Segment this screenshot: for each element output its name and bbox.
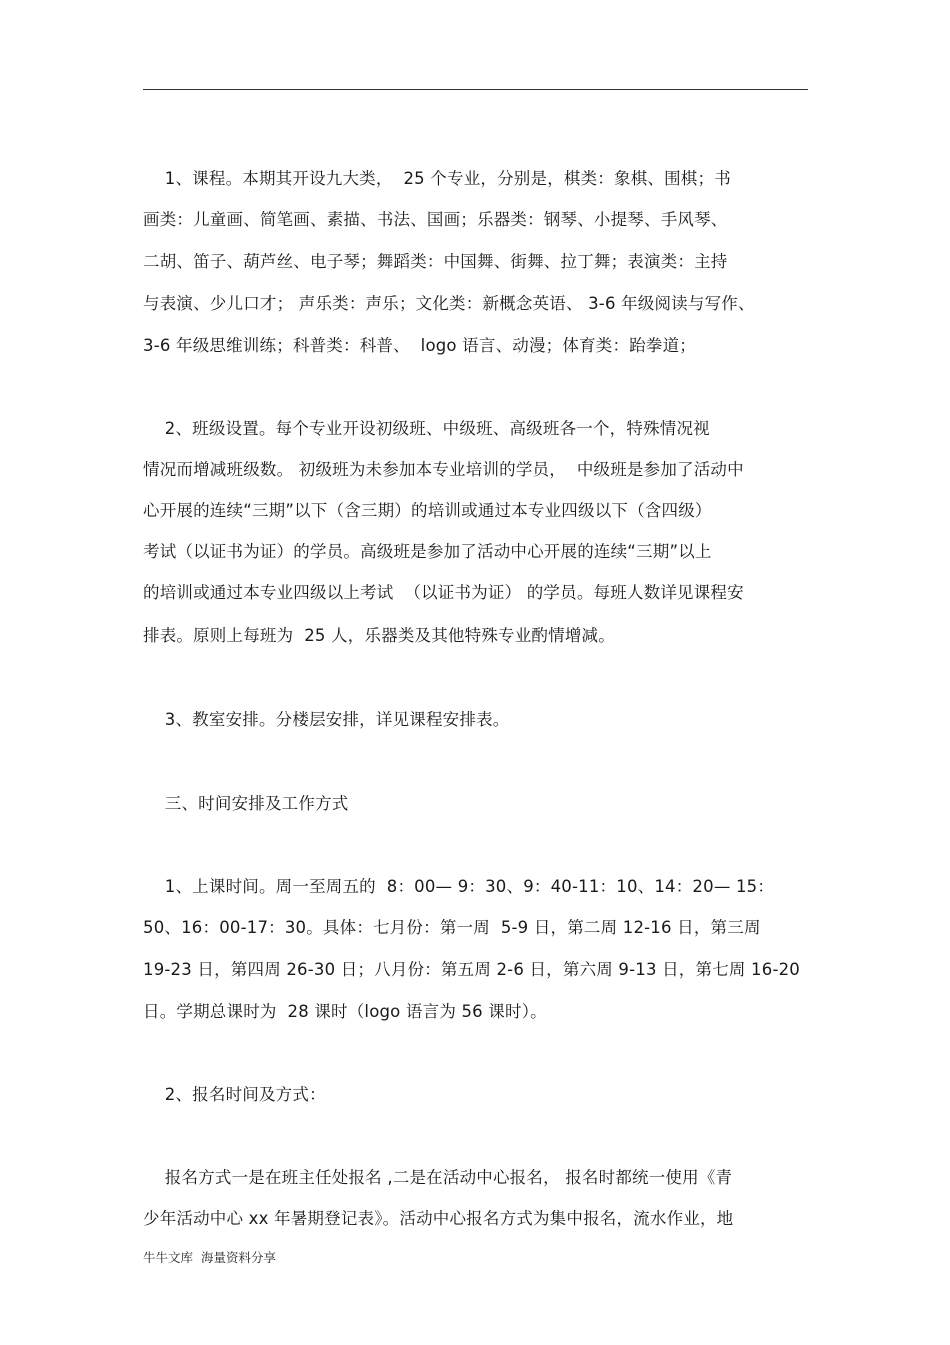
class-setup-line-5: 的培训或通过本专业四级以上考试 （以证书为证） 的学员。每班人数详见课程安 [143,583,744,602]
class-time-line-4: 日。学期总课时为 28 课时（logo 语言为 56 课时）。 [143,1002,547,1021]
course-line-4: 与表演、少儿口才； 声乐类：声乐；文化类：新概念英语、 3-6 年级阅读与写作、 [143,294,755,313]
course-line-5: 3-6 年级思维训练；科普类：科普、 logo 语言、动漫；体育类：跆拳道； [143,336,696,355]
class-setup-line-2: 情况而增减班级数。 初级班为未参加本专业培训的学员， 中级班是参加了活动中 [143,460,744,479]
class-setup-line-4: 考试（以证书为证）的学员。高级班是参加了活动中心开展的连续“三期”以上 [143,542,712,561]
class-setup-line-1: 2、班级设置。每个专业开设初级班、中级班、高级班各一个，特殊情况视 [143,419,710,438]
class-time-line-1: 1、上课时间。周一至周五的 8：00— 9：30、9：40-11：10、14：20— 15： [143,877,775,896]
course-line-3: 二胡、笛子、葫芦丝、电子琴；舞蹈类：中国舞、街舞、拉丁舞；表演类：主持 [143,252,728,271]
registration-line-1: 报名方式一是在班主任处报名 ,二是在活动中心报名， 报名时都统一使用《青 [143,1168,733,1187]
registration-heading: 2、报名时间及方式： [143,1085,326,1104]
class-setup-line-6: 排表。原则上每班为 25 人，乐器类及其他特殊专业酌情增减。 [143,626,615,645]
section-three-heading: 三、时间安排及工作方式 [143,794,349,813]
class-setup-line-3: 心开展的连续“三期”以下（含三期）的培训或通过本专业四级以下（含四级） [143,501,712,520]
header-rule [143,89,808,90]
registration-line-2: 少年活动中心 xx 年暑期登记表》。活动中心报名方式为集中报名，流水作业，地 [143,1209,734,1228]
class-time-line-2: 50、16：00-17：30。具体：七月份：第一周 5-9 日，第二周 12-16 日，第三周 [143,918,761,937]
footer-watermark-text: 牛牛文库 海量资料分享 [143,1250,276,1265]
class-time-line-3: 19-23 日，第四周 26-30 日；八月份：第五周 2-6 日，第六周 9-13 日，第七周 16-20 [143,960,800,979]
course-line-1: 1、课程。本期其开设九大类， 25 个专业，分别是，棋类：象棋、围棋；书 [143,169,731,188]
classroom-line-1: 3、教室安排。分楼层安排，详见课程安排表。 [143,710,510,729]
course-line-2: 画类：儿童画、简笔画、素描、书法、国画；乐器类：钢琴、小提琴、手风琴、 [143,210,728,229]
